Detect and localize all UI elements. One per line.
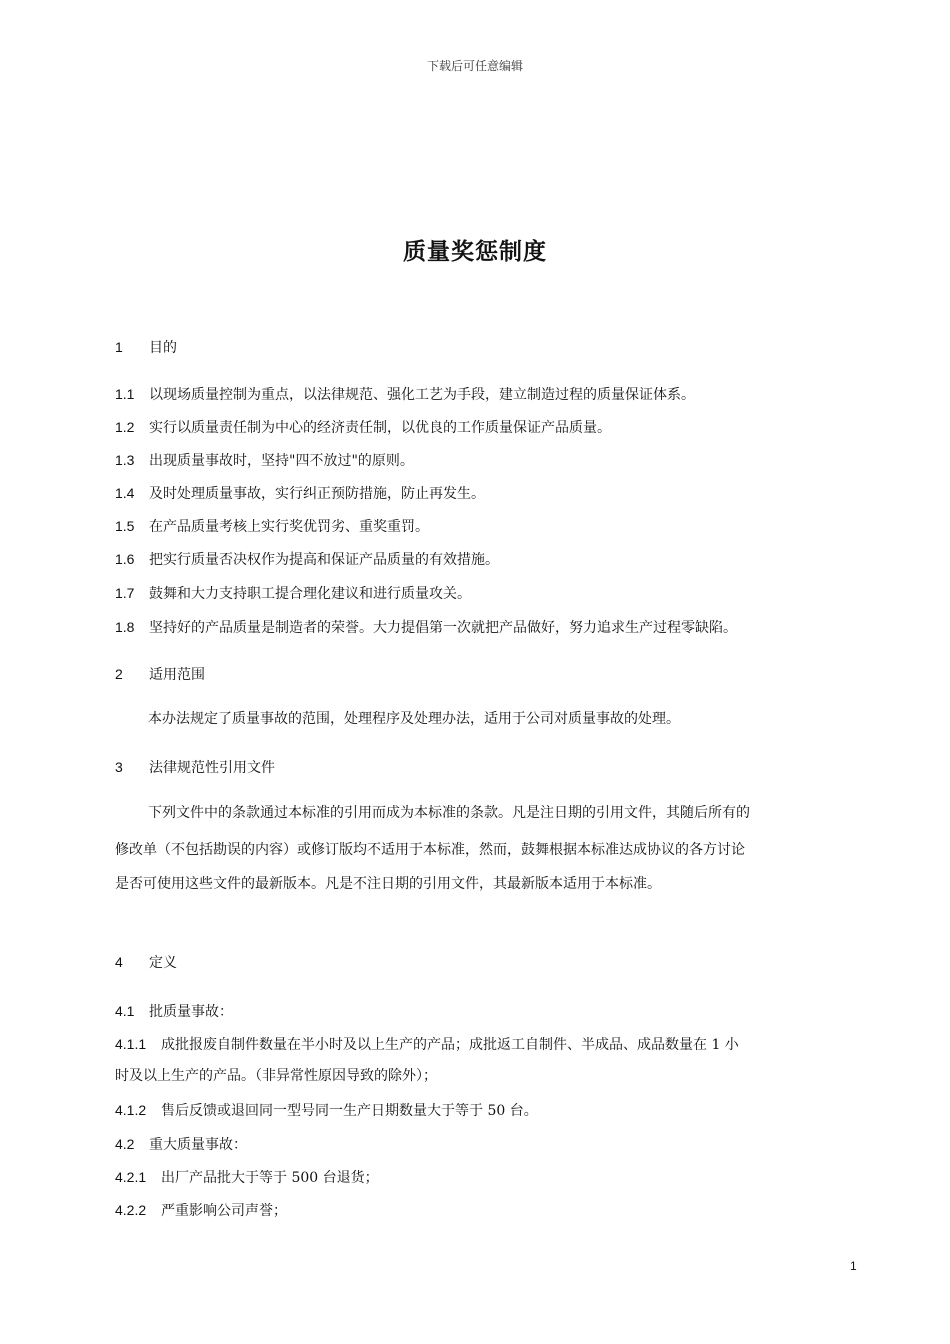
scope-paragraph: 本办法规定了质量事故的范围，处理程序及处理办法，适用于公司对质量事故的处理。 <box>148 711 680 727</box>
item-number: 4.1.2 <box>115 1102 147 1118</box>
item-number: 1.3 <box>115 452 135 468</box>
item-number: 1.5 <box>115 518 135 534</box>
item-number: 4.1 <box>115 1003 135 1019</box>
definition-item <box>115 1035 739 1054</box>
item-text: 把实行质量否决权作为提高和保证产品质量的有效措施。 <box>149 552 499 568</box>
references-line-3: 是否可使用这些文件的最新版本。凡是不注日期的引用文件，其最新版本适用于本标准。 <box>115 876 661 892</box>
section-number: 2 <box>115 666 123 682</box>
page-header: 下载后可任意编辑 <box>426 59 523 73</box>
section-number: 4 <box>115 954 123 970</box>
item-text: 出厂产品批大于等于 500 台退货； <box>161 1170 379 1186</box>
document-title: 质量奖惩制度 <box>403 238 547 265</box>
item-text: 鼓舞和大力支持职工提合理化建议和进行质量攻关。 <box>149 586 471 602</box>
section-title: 定义 <box>149 955 177 971</box>
section-number: 1 <box>115 339 123 355</box>
page-number: 1 <box>850 1259 857 1273</box>
item-text: 实行以质量责任制为中心的经济责任制，以优良的工作质量保证产品质量。 <box>149 420 611 436</box>
definition-item-continued: 时及以上生产的产品。（非异常性原因导致的除外）； <box>115 1068 437 1084</box>
item-text: 坚持好的产品质量是制造者的荣誉。大力提倡第一次就把产品做好，努力追求生产过程零缺陷。 <box>149 620 737 636</box>
item-text: 批质量事故： <box>149 1004 233 1020</box>
section-4-heading <box>115 953 177 972</box>
purpose-item <box>115 550 499 569</box>
purpose-item <box>115 484 485 503</box>
item-number: 1.1 <box>115 386 135 402</box>
item-text: 以现场质量控制为重点，以法律规范、强化工艺为手段，建立制造过程的质量保证体系。 <box>149 387 695 403</box>
section-title: 目的 <box>149 340 177 356</box>
definition-item <box>115 1201 287 1220</box>
section-2-heading <box>115 665 205 684</box>
item-text: 及时处理质量事故，实行纠正预防措施，防止再发生。 <box>149 486 485 502</box>
purpose-item <box>115 517 429 536</box>
item-text: 在产品质量考核上实行奖优罚劣、重奖重罚。 <box>149 519 429 535</box>
item-number: 1.7 <box>115 585 135 601</box>
item-number: 1.6 <box>115 551 135 567</box>
item-number: 4.2.1 <box>115 1169 147 1185</box>
item-text: 重大质量事故： <box>149 1137 247 1153</box>
purpose-item <box>115 584 471 603</box>
section-title: 法律规范性引用文件 <box>149 760 275 776</box>
definition-item <box>115 1168 379 1187</box>
item-text: 售后反馈或退回同一型号同一生产日期数量大于等于 50 台。 <box>161 1103 538 1119</box>
item-number: 4.2 <box>115 1136 135 1152</box>
definition-item <box>115 1101 538 1120</box>
section-number: 3 <box>115 759 123 775</box>
item-number: 1.2 <box>115 419 135 435</box>
item-number: 1.8 <box>115 619 135 635</box>
references-line-1: 下列文件中的条款通过本标准的引用而成为本标准的条款。凡是注日期的引用文件，其随后所有的 <box>148 805 750 821</box>
item-number: 1.4 <box>115 485 135 501</box>
purpose-item <box>115 385 695 404</box>
purpose-item <box>115 618 737 637</box>
section-1-heading <box>115 338 177 357</box>
definition-item <box>115 1002 233 1021</box>
purpose-item <box>115 418 611 437</box>
section-title: 适用范围 <box>149 667 205 683</box>
item-text: 成批报废自制件数量在半小时及以上生产的产品；成批返工自制件、半成品、成品数量在 1 小 <box>161 1037 739 1053</box>
item-number: 4.2.2 <box>115 1202 147 1218</box>
item-text: 严重影响公司声誉； <box>161 1203 287 1219</box>
purpose-item <box>115 451 414 470</box>
section-3-heading <box>115 758 275 777</box>
item-text: 出现质量事故时，坚持"四不放过"的原则。 <box>149 453 414 469</box>
definition-item <box>115 1135 247 1154</box>
references-line-2: 修改单（不包括勘误的内容）或修订版均不适用于本标准，然而，鼓舞根据本标准达成协议的各方讨论 <box>115 842 745 858</box>
item-number: 4.1.1 <box>115 1036 147 1052</box>
